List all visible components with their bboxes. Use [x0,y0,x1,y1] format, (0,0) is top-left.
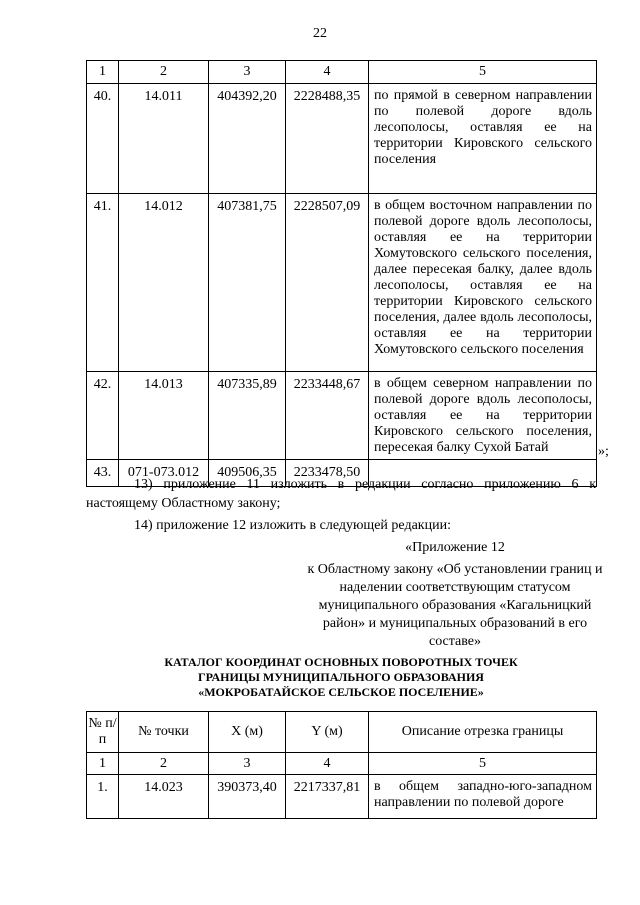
closing-quote: »; [598,444,609,459]
y-coordinate: 2233478,50 [286,460,369,487]
header-row [87,712,597,753]
col-number: 5 [369,61,597,84]
column-number-row [87,753,597,775]
row-number: 42. [87,372,119,460]
appendix-reference: к Областному закону «Об установлении границ и наделении соответствующим статусом муниципального образования «Кагальницкий район» и муниципальных образований в его составе» [307,562,603,649]
page-number: 22 [313,26,327,41]
point-number: 14.011 [119,84,209,194]
x-coordinate: 409506,35 [209,460,286,487]
x-coordinate: 390373,40 [209,775,286,819]
y-coordinate: 2233448,67 [286,372,369,460]
col-number: 4 [286,753,369,775]
x-coordinate: 407335,89 [209,372,286,460]
y-coordinate: 2228488,35 [286,84,369,194]
col-number: 2 [119,753,209,775]
x-coordinate: 407381,75 [209,194,286,372]
row-number: 1. [87,775,119,819]
table-row [87,372,597,460]
table-row [87,194,597,372]
col-number: 1 [87,753,119,775]
x-coordinate: 404392,20 [209,84,286,194]
catalog-title-line: КАТАЛОГ КООРДИНАТ ОСНОВНЫХ ПОВОРОТНЫХ ТОЧЕК [164,655,518,669]
boundary-coordinates-table-continued [86,60,597,487]
segment-description: в общем восточном направлении по полевой дороге вдоль лесополосы, оставляя ее на территории Хомутовского сельского поселения, далее пересекая балку, далее вдоль лесополосы, оставляя ее на территории Кировского сельского поселения, далее вдоль лесополосы, оставляя ее на территории Хомутовского сельского поселения [369,194,597,372]
col-number: 3 [209,61,286,84]
segment-description: в общем северном направлении по полевой дороге вдоль лесополосы, оставляя ее на территории Кировского сельского поселения, пересекая балку Сухой Батай [369,372,597,460]
segment-description: по прямой в северном направлении по полевой дороге вдоль лесополосы, оставляя ее на территории Кировского сельского поселения [369,84,597,194]
col-number: 4 [286,61,369,84]
paragraph-13: 13) приложение 11 изложить в редакции согласно приложению 6 к настоящему Областному закону; [86,477,596,511]
catalog-title-line: «МОКРОБАТАЙСКОЕ СЕЛЬСКОЕ ПОСЕЛЕНИЕ» [198,685,484,699]
header-point: № точки [119,712,209,753]
paragraph-14: 14) приложение 12 изложить в следующей редакции: [134,518,451,533]
row-number: 43. [87,460,119,487]
y-coordinate: 2228507,09 [286,194,369,372]
table-row [87,775,597,819]
point-number: 14.023 [119,775,209,819]
appendix-title: «Приложение 12 [405,540,505,555]
row-number: 41. [87,194,119,372]
header-number: № п/п [87,712,119,753]
point-number: 14.012 [119,194,209,372]
mokrobatayskoe-coordinates-table [86,711,597,819]
col-number: 5 [369,753,597,775]
point-number: 071-073.012 [119,460,209,487]
catalog-title-line: ГРАНИЦЫ МУНИЦИПАЛЬНОГО ОБРАЗОВАНИЯ [198,670,484,684]
segment-description: в общем западно-юго-западном направлении по полевой дороге [369,775,597,819]
row-number: 40. [87,84,119,194]
y-coordinate: 2217337,81 [286,775,369,819]
header-x: X (м) [209,712,286,753]
col-number: 3 [209,753,286,775]
col-number: 1 [87,61,119,84]
column-number-row [87,61,597,84]
header-description: Описание отрезка границы [369,712,597,753]
table-row [87,84,597,194]
point-number: 14.013 [119,372,209,460]
header-y: Y (м) [286,712,369,753]
col-number: 2 [119,61,209,84]
